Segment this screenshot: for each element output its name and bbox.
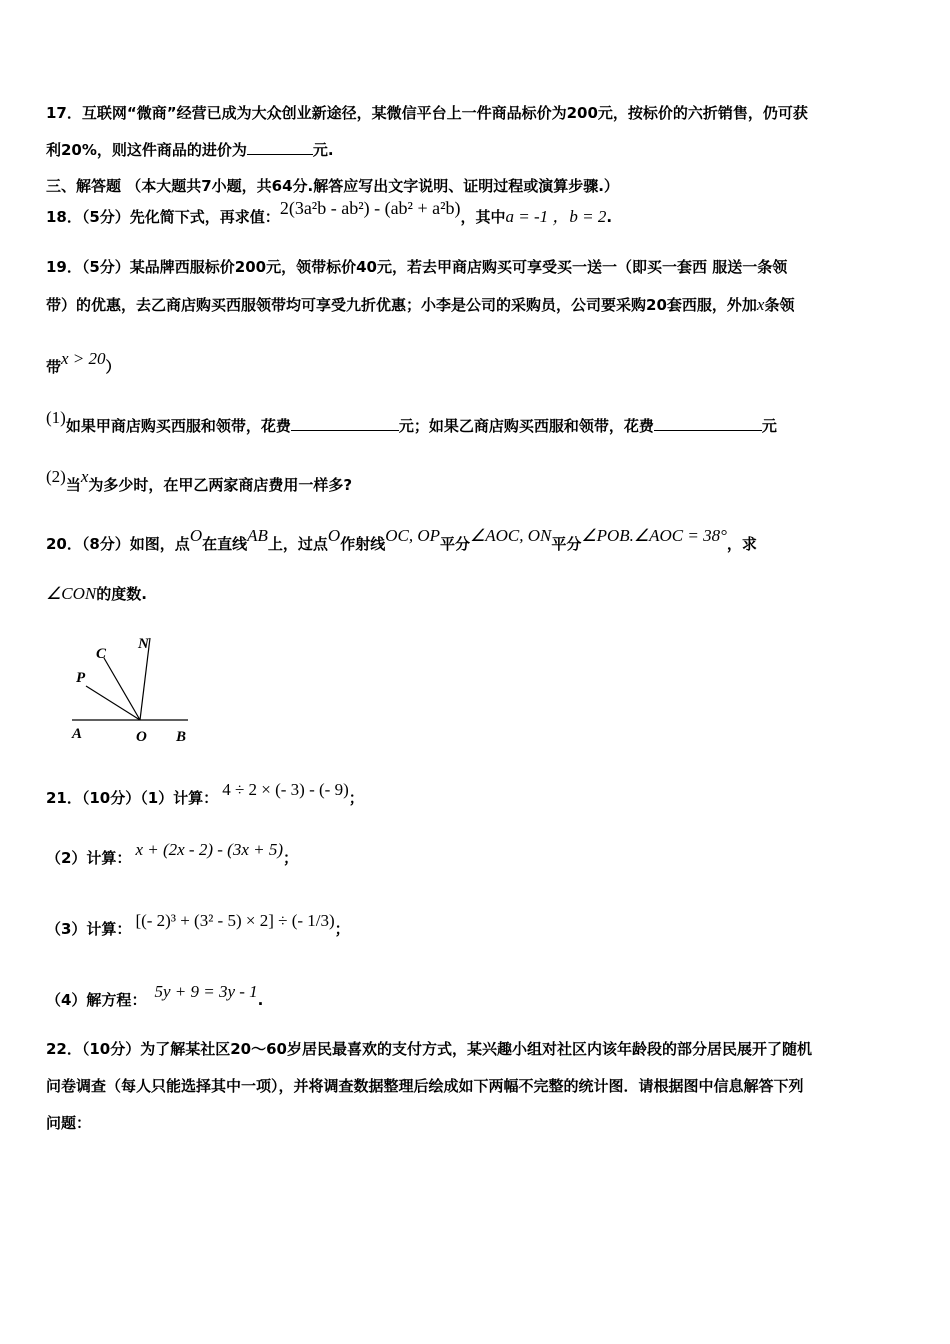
q21-part2-label: （2）计算： xyxy=(46,849,132,867)
q19-line2 xyxy=(46,295,794,315)
q19-part2 xyxy=(46,467,353,495)
q18 xyxy=(46,198,613,227)
q19-blank-2 xyxy=(654,416,762,431)
q21-part2-end: ； xyxy=(283,849,299,867)
q20-angle-aoc: ∠AOC, ON xyxy=(470,526,552,545)
q17-text-a: 利20%，则这件商品的进价为 xyxy=(46,141,247,159)
ray-oc xyxy=(104,658,140,720)
q21-part3-expression: [(- 2)³ + (3² - 5) × 2] ÷ (- 1/3) xyxy=(135,911,335,930)
q20-f: 平分 xyxy=(551,535,582,553)
section-3-heading: 三、解答题 （本大题共7小题，共64分.解答应写出文字说明、证明过程或演算步骤.） xyxy=(46,177,619,195)
q20-line2 xyxy=(46,584,147,604)
q20-angle-pob: ∠POB.∠AOC = 38° xyxy=(581,526,727,545)
q21-part3 xyxy=(46,911,350,939)
q19-condition: x > 20 xyxy=(61,349,106,368)
q20-e: 平分 xyxy=(439,535,470,553)
label-p: P xyxy=(76,670,86,686)
q19-line3 xyxy=(46,349,121,377)
q18-end: . xyxy=(606,208,613,226)
q19-part2-b: 为多少时，在甲乙两家商店费用一样多? xyxy=(88,476,353,494)
q21-part4-label: （4）解方程： xyxy=(46,991,147,1009)
q20-c: 上，过点 xyxy=(267,535,328,553)
q19-part1-number: (1) xyxy=(46,408,66,427)
q18-mid: ，其中 xyxy=(460,208,506,226)
q21-part4 xyxy=(46,982,264,1010)
q20-point-o: O xyxy=(189,526,203,545)
q19-part2-a: 当 xyxy=(65,476,81,494)
q20-g: ，求 xyxy=(726,535,757,553)
q19-part1-a: 如果甲商店购买西服和领带，花费 xyxy=(65,417,291,435)
q19-part1-c: 元 xyxy=(761,417,777,435)
q19-blank-1 xyxy=(291,416,399,431)
q19-part1-b: 元；如果乙商店购买西服和领带，花费 xyxy=(398,417,654,435)
q21-part2 xyxy=(46,840,299,868)
q20-line2-text: 的度数. xyxy=(96,585,147,603)
q20-angle-con: ∠CON xyxy=(46,584,97,603)
q20-rays: OC, OP xyxy=(385,526,440,545)
q19-line2-b: 条领 xyxy=(764,296,795,314)
q21-part3-label: （3）计算： xyxy=(46,920,132,938)
q20-a: 20．（8分）如图，点 xyxy=(46,535,190,553)
q21-part3-end: ； xyxy=(334,920,350,938)
q20-line-ab: AB xyxy=(247,526,268,545)
q20-d: 作射线 xyxy=(340,535,386,553)
ray-op xyxy=(86,686,140,720)
q22-line3: 问题： xyxy=(46,1114,92,1132)
q19-part2-number: (2) xyxy=(46,467,66,486)
q22-line2: 问卷调查（每人只能选择其中一项），并将调查数据整理后绘成如下两幅不完整的统计图．请根据图中信息解答下列 xyxy=(46,1077,804,1095)
q18-expression: 2(3a²b - ab²) - (ab² + a²b) xyxy=(279,198,461,218)
q19-line3-b: ） xyxy=(105,358,121,376)
label-c: C xyxy=(96,646,107,662)
q21-part1-end: ； xyxy=(348,789,364,807)
label-n: N xyxy=(138,636,149,652)
q18-prefix: 18．（5分）先化简下式，再求值： xyxy=(46,208,280,226)
q21-part1-expression: 4 ÷ 2 × (- 3) - (- 9) xyxy=(222,780,349,799)
q19-line1: 19．（5分）某品牌西服标价200元，领带标价40元，若去甲商店购买可享受买一送一（即买一套西 服送一条领 xyxy=(46,258,788,276)
q19-part2-var: x xyxy=(80,467,89,486)
q20-line1 xyxy=(46,526,757,554)
q19-line2-a: 带）的优惠，去乙商店购买西服领带均可享受九折优惠；小李是公司的采购员，公司要采购20套西服，外加 xyxy=(46,296,757,314)
q19-var-x: x xyxy=(756,295,765,314)
q17-line1: 17．互联网“微商”经营已成为大众创业新途径，某微信平台上一件商品标价为200元，按标价的六折销售，仍可获 xyxy=(46,104,808,122)
q22-line1: 22．（10分）为了解某社区20～60岁居民最喜欢的支付方式，某兴趣小组对社区内该年龄段的部分居民展开了随机 xyxy=(46,1040,813,1058)
q18-condition: a = -1 ，b = 2 xyxy=(505,207,607,226)
q20-b: 在直线 xyxy=(202,535,248,553)
q19-part1 xyxy=(46,408,777,436)
q17-answer-blank xyxy=(247,140,313,155)
q19-line3-a: 带 xyxy=(46,358,62,376)
q17-line2 xyxy=(46,140,334,160)
q21-part4-end: . xyxy=(257,991,264,1009)
label-a: A xyxy=(72,726,83,742)
q17-text-b: 元. xyxy=(312,141,334,159)
label-o: O xyxy=(136,729,147,745)
q20-point-o-2: O xyxy=(327,526,341,545)
label-b: B xyxy=(176,729,187,745)
q20-geometry-figure xyxy=(64,628,204,748)
q21-part1 xyxy=(46,780,364,808)
q21-part1-label: 21．（10分）（1）计算： xyxy=(46,789,219,807)
q21-part4-expression: 5y + 9 = 3y - 1 xyxy=(154,982,258,1001)
q21-part2-expression: x + (2x - 2) - (3x + 5) xyxy=(135,840,283,859)
